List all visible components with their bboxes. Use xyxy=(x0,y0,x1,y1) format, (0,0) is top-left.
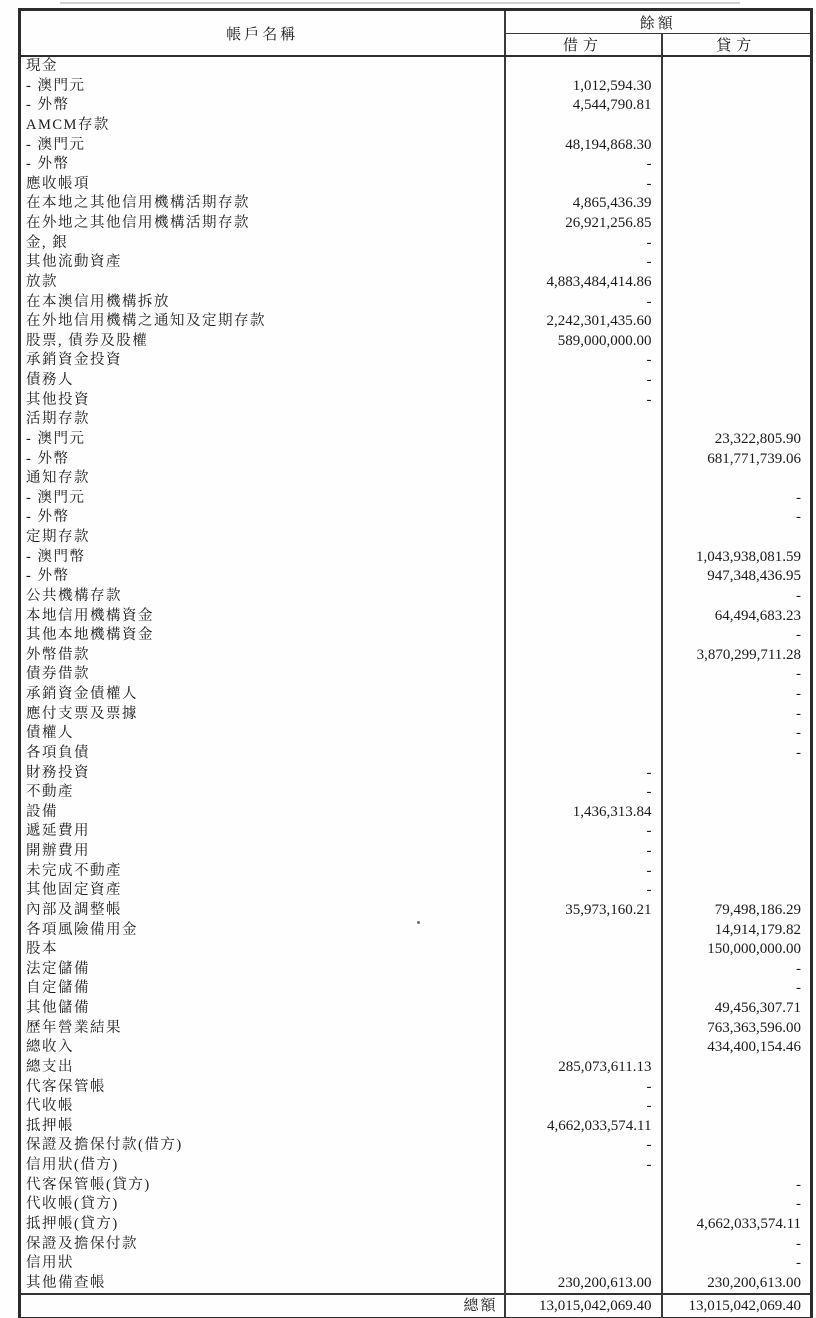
debit-value-cell: 4,544,790.81 xyxy=(505,96,662,116)
credit-value-cell: 230,200,613.00 xyxy=(662,1274,812,1295)
debit-value-cell: 26,921,256.85 xyxy=(505,214,662,234)
debit-value-cell xyxy=(505,1019,662,1039)
table-row xyxy=(20,744,812,764)
debit-value-cell xyxy=(505,1195,662,1215)
account-name-cell: 債務人 xyxy=(26,372,74,388)
total-credit-value: 13,015,042,069.40 xyxy=(662,1294,812,1318)
debit-value-cell: - xyxy=(505,862,662,882)
debit-value-cell xyxy=(505,548,662,568)
account-name-cell: - 外幣 xyxy=(26,156,70,173)
debit-value-cell: 48,194,868.30 xyxy=(505,136,662,156)
table-row xyxy=(20,77,812,97)
account-name-cell: 遞延費用 xyxy=(26,823,90,840)
credit-value-cell: - xyxy=(662,587,812,607)
debit-value-cell: - xyxy=(505,1097,662,1117)
debit-value-cell xyxy=(505,1235,662,1255)
table-row xyxy=(20,371,812,391)
table-row xyxy=(20,116,812,136)
debit-value-cell xyxy=(505,587,662,607)
credit-value-cell xyxy=(662,234,812,254)
credit-value-cell: 1,043,938,081.59 xyxy=(662,548,812,568)
debit-value-cell xyxy=(505,960,662,980)
table-row xyxy=(20,410,812,430)
account-name-cell: 其他儲備 xyxy=(26,1000,90,1016)
table-row xyxy=(20,607,812,627)
debit-value-cell: - xyxy=(505,1156,662,1176)
debit-value-cell: 4,883,484,414.86 xyxy=(505,273,662,293)
table-row xyxy=(20,705,812,725)
debit-value-cell: - xyxy=(505,822,662,842)
account-name-cell: 代客保管帳 xyxy=(26,1078,106,1095)
credit-value-cell xyxy=(662,1078,812,1098)
credit-value-cell xyxy=(662,881,812,901)
credit-value-cell: - xyxy=(662,685,812,705)
table-row xyxy=(20,587,812,607)
debit-value-cell: 2,242,301,435.60 xyxy=(505,312,662,332)
credit-value-cell xyxy=(662,351,812,371)
table-row xyxy=(20,96,812,116)
account-name-cell: 承銷資金債權人 xyxy=(26,686,138,702)
account-name-cell: 總收入 xyxy=(26,1039,74,1056)
debit-value-cell xyxy=(505,940,662,960)
credit-value-cell: 14,914,179.82 xyxy=(662,921,812,941)
credit-value-cell xyxy=(662,1136,812,1156)
debit-value-cell: - xyxy=(505,842,662,862)
balance-column-group-header: 餘額 xyxy=(505,10,812,34)
debit-value-cell xyxy=(505,508,662,528)
account-name-cell: 應付支票及票據 xyxy=(26,705,138,722)
debit-value-cell: - xyxy=(505,764,662,784)
account-name-cell: 在外地信用機構之通知及定期存款 xyxy=(26,313,266,330)
account-name-column-header: 帳戶名稱 xyxy=(20,10,505,57)
debit-value-cell: - xyxy=(505,351,662,371)
credit-value-cell: 23,322,805.90 xyxy=(662,430,812,450)
credit-value-cell: 4,662,033,574.11 xyxy=(662,1215,812,1235)
account-name-cell: 現金 xyxy=(26,58,58,74)
account-name-cell: - 外幣 xyxy=(26,450,70,467)
credit-value-cell: 763,363,596.00 xyxy=(662,1019,812,1039)
debit-value-cell xyxy=(505,646,662,666)
account-name-cell: 財務投資 xyxy=(26,764,90,781)
credit-value-cell: 49,456,307.71 xyxy=(662,999,812,1019)
debit-value-cell xyxy=(505,744,662,764)
table-row xyxy=(20,842,812,862)
account-name-cell: 其他投資 xyxy=(26,391,90,408)
table-row xyxy=(20,979,812,999)
account-name-cell: 金, 銀 xyxy=(26,234,69,251)
credit-value-cell: 150,000,000.00 xyxy=(662,940,812,960)
account-name-cell: 法定儲備 xyxy=(26,960,90,977)
table-row xyxy=(20,862,812,882)
table-row xyxy=(20,548,812,568)
debit-value-cell xyxy=(505,665,662,685)
debit-value-cell xyxy=(505,1254,662,1274)
account-name-cell: - 外幣 xyxy=(26,97,70,114)
table-row xyxy=(20,764,812,784)
table-row xyxy=(20,626,812,646)
debit-value-cell xyxy=(505,410,662,430)
debit-value-cell: - xyxy=(505,155,662,175)
credit-value-cell: - xyxy=(662,1195,812,1215)
credit-value-cell xyxy=(662,116,812,136)
credit-value-cell xyxy=(662,822,812,842)
debit-value-cell: 285,073,611.13 xyxy=(505,1058,662,1078)
trial-balance-table xyxy=(18,8,813,1318)
table-row xyxy=(20,803,812,823)
credit-value-cell xyxy=(662,371,812,391)
account-name-cell: 定期存款 xyxy=(26,529,90,545)
account-name-cell: 內部及調整帳 xyxy=(26,901,122,918)
credit-value-cell xyxy=(662,56,812,77)
credit-value-cell: 79,498,186.29 xyxy=(662,901,812,921)
table-row xyxy=(20,1097,812,1117)
table-row xyxy=(20,136,812,156)
debit-value-cell xyxy=(505,999,662,1019)
credit-value-cell: - xyxy=(662,1176,812,1196)
table-row xyxy=(20,940,812,960)
debit-value-cell: 230,200,613.00 xyxy=(505,1274,662,1295)
account-name-cell: 自定儲備 xyxy=(26,980,90,997)
debit-value-cell xyxy=(505,685,662,705)
table-row xyxy=(20,391,812,411)
account-name-cell: 外幣借款 xyxy=(26,646,90,663)
table-row xyxy=(20,1136,812,1156)
credit-value-cell xyxy=(662,214,812,234)
account-name-cell: 代收帳(貸方) xyxy=(26,1196,119,1213)
credit-value-cell: - xyxy=(662,626,812,646)
credit-value-cell: - xyxy=(662,1235,812,1255)
credit-value-cell xyxy=(662,332,812,352)
table-row xyxy=(20,430,812,450)
account-name-cell: 信用狀 xyxy=(26,1255,74,1272)
credit-value-cell: - xyxy=(662,665,812,685)
account-name-cell: 通知存款 xyxy=(26,470,90,487)
table-row xyxy=(20,1019,812,1039)
account-name-cell: - 澳門幣 xyxy=(26,548,86,565)
table-row xyxy=(20,273,812,293)
credit-value-cell xyxy=(662,273,812,293)
debit-value-cell xyxy=(505,56,662,77)
credit-value-cell: 434,400,154.46 xyxy=(662,1038,812,1058)
credit-value-cell xyxy=(662,528,812,548)
credit-value-cell: - xyxy=(662,744,812,764)
account-name-cell: - 澳門元 xyxy=(26,136,86,153)
account-name-cell: 股本 xyxy=(26,941,58,958)
credit-value-cell: 3,870,299,711.28 xyxy=(662,646,812,666)
account-name-cell: 各項風險備用金 xyxy=(26,921,138,938)
account-name-cell: AMCM存款 xyxy=(26,116,110,133)
debit-value-cell xyxy=(505,489,662,509)
credit-value-cell: - xyxy=(662,508,812,528)
debit-value-cell: 4,865,436.39 xyxy=(505,194,662,214)
debit-value-cell xyxy=(505,567,662,587)
credit-column-header: 貸方 xyxy=(662,34,812,57)
table-body xyxy=(20,56,812,1294)
table-row xyxy=(20,921,812,941)
credit-value-cell: 64,494,683.23 xyxy=(662,607,812,627)
credit-value-cell xyxy=(662,293,812,313)
credit-value-cell xyxy=(662,842,812,862)
account-name-cell: 歷年營業結果 xyxy=(26,1019,122,1036)
account-name-cell: 活期存款 xyxy=(26,411,90,428)
debit-value-cell xyxy=(505,116,662,136)
table-row xyxy=(20,1195,812,1215)
table-row xyxy=(20,234,812,254)
table-row xyxy=(20,1078,812,1098)
credit-value-cell xyxy=(662,312,812,332)
table-row xyxy=(20,155,812,175)
credit-value-cell xyxy=(662,469,812,489)
table-row xyxy=(20,253,812,273)
credit-value-cell xyxy=(662,1097,812,1117)
table-row xyxy=(20,450,812,470)
account-name-cell: 保證及擔保付款(借方) xyxy=(26,1137,183,1154)
debit-value-cell: 1,436,313.84 xyxy=(505,803,662,823)
credit-value-cell xyxy=(662,1117,812,1137)
account-name-cell: 股票, 債券及股權 xyxy=(26,332,149,349)
account-name-cell: 承銷資金投資 xyxy=(26,352,122,369)
credit-value-cell xyxy=(662,77,812,97)
debit-value-cell: - xyxy=(505,391,662,411)
account-name-cell: 抵押帳 xyxy=(26,1117,74,1134)
credit-value-cell xyxy=(662,862,812,882)
credit-value-cell: - xyxy=(662,489,812,509)
account-name-cell: 其他備查帳 xyxy=(26,1274,106,1291)
total-row xyxy=(20,1294,812,1318)
credit-value-cell: - xyxy=(662,979,812,999)
credit-value-cell: - xyxy=(662,705,812,725)
debit-value-cell: - xyxy=(505,175,662,195)
credit-value-cell xyxy=(662,194,812,214)
account-name-cell: 債券借款 xyxy=(26,666,90,683)
debit-value-cell: 4,662,033,574.11 xyxy=(505,1117,662,1137)
table-row xyxy=(20,1156,812,1176)
credit-value-cell: - xyxy=(662,724,812,744)
account-name-cell: 代收帳 xyxy=(26,1098,74,1115)
debit-value-cell: - xyxy=(505,234,662,254)
debit-value-cell xyxy=(505,450,662,470)
table-row xyxy=(20,685,812,705)
debit-value-cell: - xyxy=(505,1136,662,1156)
debit-value-cell xyxy=(505,430,662,450)
credit-value-cell xyxy=(662,803,812,823)
credit-value-cell xyxy=(662,764,812,784)
debit-value-cell: - xyxy=(505,253,662,273)
table-row xyxy=(20,1235,812,1255)
credit-value-cell xyxy=(662,1058,812,1078)
debit-value-cell xyxy=(505,1038,662,1058)
scan-artifact-streak xyxy=(60,2,740,4)
account-name-cell: 抵押帳(貸方) xyxy=(26,1215,119,1232)
account-name-cell: 在本地之其他信用機構活期存款 xyxy=(26,195,250,212)
debit-value-cell xyxy=(505,626,662,646)
credit-value-cell: 681,771,739.06 xyxy=(662,450,812,470)
account-name-cell: 債權人 xyxy=(26,725,74,742)
account-name-cell: 保證及擔保付款 xyxy=(26,1235,138,1252)
account-name-cell: - 外幣 xyxy=(26,568,70,585)
table-row xyxy=(20,1215,812,1235)
table-row xyxy=(20,312,812,332)
debit-value-cell xyxy=(505,724,662,744)
account-name-cell: 放款 xyxy=(26,273,58,290)
debit-value-cell xyxy=(505,1215,662,1235)
table-row xyxy=(20,646,812,666)
credit-value-cell xyxy=(662,391,812,411)
table-row xyxy=(20,1117,812,1137)
account-name-cell: 代客保管帳(貸方) xyxy=(26,1176,151,1193)
table-row xyxy=(20,1038,812,1058)
table-row xyxy=(20,214,812,234)
credit-value-cell xyxy=(662,410,812,430)
table-row xyxy=(20,351,812,371)
credit-value-cell xyxy=(662,783,812,803)
table-row xyxy=(20,783,812,803)
credit-value-cell xyxy=(662,1156,812,1176)
table-row xyxy=(20,822,812,842)
credit-value-cell: - xyxy=(662,960,812,980)
table-row xyxy=(20,881,812,901)
account-name-cell: - 澳門元 xyxy=(26,430,86,447)
credit-value-cell xyxy=(662,96,812,116)
debit-value-cell xyxy=(505,607,662,627)
table-row xyxy=(20,508,812,528)
debit-value-cell: - xyxy=(505,293,662,313)
table-footer xyxy=(20,1294,812,1318)
credit-value-cell: 947,348,436.95 xyxy=(662,567,812,587)
debit-value-cell: - xyxy=(505,371,662,391)
account-name-cell: - 澳門元 xyxy=(26,77,86,94)
account-name-cell: 總支出 xyxy=(26,1058,74,1075)
debit-value-cell xyxy=(505,921,662,941)
account-name-cell: 在本澳信用機構拆放 xyxy=(26,293,170,310)
account-name-cell: 本地信用機構資金 xyxy=(26,607,154,624)
account-name-cell: 應收帳項 xyxy=(26,175,90,192)
table-row xyxy=(20,1176,812,1196)
account-name-cell: 其他流動資產 xyxy=(26,254,122,271)
table-row xyxy=(20,1254,812,1274)
table-row xyxy=(20,1274,812,1295)
account-name-cell: - 澳門元 xyxy=(26,489,86,506)
account-name-cell: - 外幣 xyxy=(26,509,70,526)
account-name-cell: 開辦費用 xyxy=(26,843,90,859)
debit-value-cell: 1,012,594.30 xyxy=(505,77,662,97)
total-label: 總額 xyxy=(20,1294,505,1318)
table-row xyxy=(20,489,812,509)
account-name-cell: 公共機構存款 xyxy=(26,587,122,604)
account-name-cell: 各項負債 xyxy=(26,744,90,761)
account-name-cell: 在外地之其他信用機構活期存款 xyxy=(26,215,250,231)
credit-value-cell xyxy=(662,175,812,195)
debit-value-cell: - xyxy=(505,1078,662,1098)
account-name-cell: 設備 xyxy=(26,803,58,820)
table-row xyxy=(20,901,812,921)
debit-value-cell xyxy=(505,979,662,999)
table-row xyxy=(20,567,812,587)
account-name-cell: 其他本地機構資金 xyxy=(26,627,154,644)
credit-value-cell xyxy=(662,155,812,175)
debit-value-cell: - xyxy=(505,881,662,901)
debit-column-header: 借方 xyxy=(505,34,662,57)
credit-value-cell: - xyxy=(662,1254,812,1274)
account-name-cell: 信用狀(借方) xyxy=(26,1157,119,1173)
table-row xyxy=(20,528,812,548)
debit-value-cell: 589,000,000.00 xyxy=(505,332,662,352)
table-row xyxy=(20,332,812,352)
total-debit-value: 13,015,042,069.40 xyxy=(505,1294,662,1318)
debit-value-cell: - xyxy=(505,783,662,803)
table-row xyxy=(20,194,812,214)
table-row xyxy=(20,56,812,77)
account-name-cell: 不動產 xyxy=(26,784,74,801)
table-row xyxy=(20,999,812,1019)
account-name-cell: 未完成不動產 xyxy=(26,862,122,879)
credit-value-cell xyxy=(662,253,812,273)
table-row xyxy=(20,1058,812,1078)
debit-value-cell xyxy=(505,528,662,548)
debit-value-cell xyxy=(505,705,662,725)
debit-value-cell: 35,973,160.21 xyxy=(505,901,662,921)
table-row xyxy=(20,175,812,195)
account-name-cell: 其他固定資產 xyxy=(26,882,122,899)
debit-value-cell xyxy=(505,1176,662,1196)
table-row xyxy=(20,665,812,685)
table-header xyxy=(20,10,812,57)
debit-value-cell xyxy=(505,469,662,489)
table-row xyxy=(20,293,812,313)
table-row xyxy=(20,469,812,489)
table-row xyxy=(20,960,812,980)
credit-value-cell xyxy=(662,136,812,156)
table-row xyxy=(20,724,812,744)
